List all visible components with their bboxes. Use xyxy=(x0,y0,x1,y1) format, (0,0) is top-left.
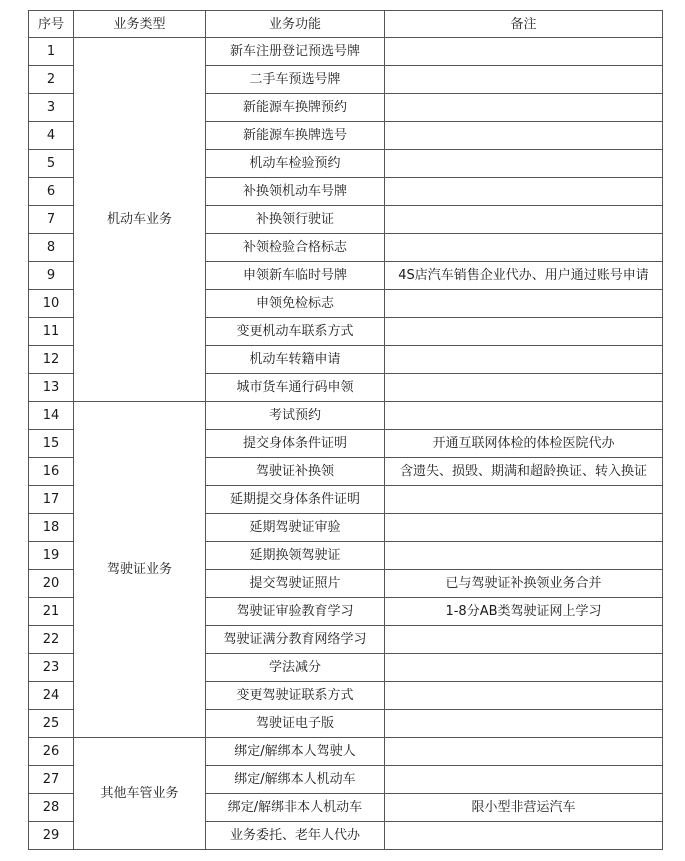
function-cell: 新能源车换牌选号 xyxy=(206,122,385,150)
row-number: 20 xyxy=(29,570,74,598)
function-cell: 提交驾驶证照片 xyxy=(206,570,385,598)
row-number: 23 xyxy=(29,654,74,682)
note-cell: 限小型非营运汽车 xyxy=(385,794,663,822)
row-number: 26 xyxy=(29,738,74,766)
row-number: 12 xyxy=(29,346,74,374)
function-cell: 驾驶证电子版 xyxy=(206,710,385,738)
function-cell: 变更机动车联系方式 xyxy=(206,318,385,346)
note-cell xyxy=(385,682,663,710)
table-row xyxy=(29,738,663,766)
function-cell: 变更驾驶证联系方式 xyxy=(206,682,385,710)
note-cell xyxy=(385,346,663,374)
row-number: 8 xyxy=(29,234,74,262)
category-cell: 驾驶证业务 xyxy=(74,402,206,738)
function-cell: 绑定/解绑本人机动车 xyxy=(206,766,385,794)
row-number: 19 xyxy=(29,542,74,570)
row-number: 18 xyxy=(29,514,74,542)
note-cell xyxy=(385,206,663,234)
note-cell xyxy=(385,38,663,66)
note-cell xyxy=(385,94,663,122)
note-cell xyxy=(385,122,663,150)
note-cell xyxy=(385,626,663,654)
row-number: 27 xyxy=(29,766,74,794)
header-category: 业务类型 xyxy=(74,11,206,38)
note-cell xyxy=(385,402,663,430)
note-cell xyxy=(385,374,663,402)
note-cell: 1-8分AB类驾驶证网上学习 xyxy=(385,598,663,626)
function-cell: 补领检验合格标志 xyxy=(206,234,385,262)
note-cell xyxy=(385,542,663,570)
note-cell xyxy=(385,178,663,206)
row-number: 14 xyxy=(29,402,74,430)
note-cell xyxy=(385,822,663,850)
note-cell xyxy=(385,738,663,766)
note-cell: 开通互联网体检的体检医院代办 xyxy=(385,430,663,458)
row-number: 22 xyxy=(29,626,74,654)
function-cell: 延期提交身体条件证明 xyxy=(206,486,385,514)
row-number: 4 xyxy=(29,122,74,150)
row-number: 3 xyxy=(29,94,74,122)
row-number: 16 xyxy=(29,458,74,486)
note-cell: 4S店汽车销售企业代办、用户通过账号申请 xyxy=(385,262,663,290)
row-number: 15 xyxy=(29,430,74,458)
table-row xyxy=(29,38,663,66)
row-number: 24 xyxy=(29,682,74,710)
function-cell: 二手车预选号牌 xyxy=(206,66,385,94)
function-cell: 考试预约 xyxy=(206,402,385,430)
table-body xyxy=(29,38,663,850)
row-number: 6 xyxy=(29,178,74,206)
row-number: 17 xyxy=(29,486,74,514)
note-cell xyxy=(385,290,663,318)
function-cell: 机动车检验预约 xyxy=(206,150,385,178)
function-cell: 补换领行驶证 xyxy=(206,206,385,234)
function-cell: 提交身体条件证明 xyxy=(206,430,385,458)
function-cell: 申领免检标志 xyxy=(206,290,385,318)
header-function: 业务功能 xyxy=(206,11,385,38)
row-number: 21 xyxy=(29,598,74,626)
row-number: 1 xyxy=(29,38,74,66)
header-row xyxy=(29,11,663,38)
function-cell: 绑定/解绑非本人机动车 xyxy=(206,794,385,822)
function-cell: 城市货车通行码申领 xyxy=(206,374,385,402)
function-cell: 驾驶证补换领 xyxy=(206,458,385,486)
note-cell xyxy=(385,710,663,738)
function-cell: 业务委托、老年人代办 xyxy=(206,822,385,850)
note-cell xyxy=(385,486,663,514)
row-number: 13 xyxy=(29,374,74,402)
business-table xyxy=(28,10,663,850)
note-cell xyxy=(385,66,663,94)
row-number: 2 xyxy=(29,66,74,94)
note-cell xyxy=(385,766,663,794)
row-number: 25 xyxy=(29,710,74,738)
row-number: 9 xyxy=(29,262,74,290)
row-number: 28 xyxy=(29,794,74,822)
function-cell: 新车注册登记预选号牌 xyxy=(206,38,385,66)
function-cell: 绑定/解绑本人驾驶人 xyxy=(206,738,385,766)
header-note: 备注 xyxy=(385,11,663,38)
function-cell: 补换领机动车号牌 xyxy=(206,178,385,206)
note-cell xyxy=(385,514,663,542)
row-number: 29 xyxy=(29,822,74,850)
row-number: 10 xyxy=(29,290,74,318)
row-number: 7 xyxy=(29,206,74,234)
note-cell: 已与驾驶证补换领业务合并 xyxy=(385,570,663,598)
function-cell: 驾驶证审验教育学习 xyxy=(206,598,385,626)
category-cell: 机动车业务 xyxy=(74,38,206,402)
note-cell xyxy=(385,234,663,262)
row-number: 11 xyxy=(29,318,74,346)
function-cell: 驾驶证满分教育网络学习 xyxy=(206,626,385,654)
function-cell: 机动车转籍申请 xyxy=(206,346,385,374)
function-cell: 学法减分 xyxy=(206,654,385,682)
function-cell: 延期换领驾驶证 xyxy=(206,542,385,570)
function-cell: 申领新车临时号牌 xyxy=(206,262,385,290)
note-cell: 含遗失、损毁、期满和超龄换证、转入换证 xyxy=(385,458,663,486)
table-row xyxy=(29,402,663,430)
function-cell: 延期驾驶证审验 xyxy=(206,514,385,542)
header-number: 序号 xyxy=(29,11,74,38)
row-number: 5 xyxy=(29,150,74,178)
note-cell xyxy=(385,150,663,178)
function-cell: 新能源车换牌预约 xyxy=(206,94,385,122)
note-cell xyxy=(385,318,663,346)
note-cell xyxy=(385,654,663,682)
table-header xyxy=(29,11,663,38)
category-cell: 其他车管业务 xyxy=(74,738,206,850)
